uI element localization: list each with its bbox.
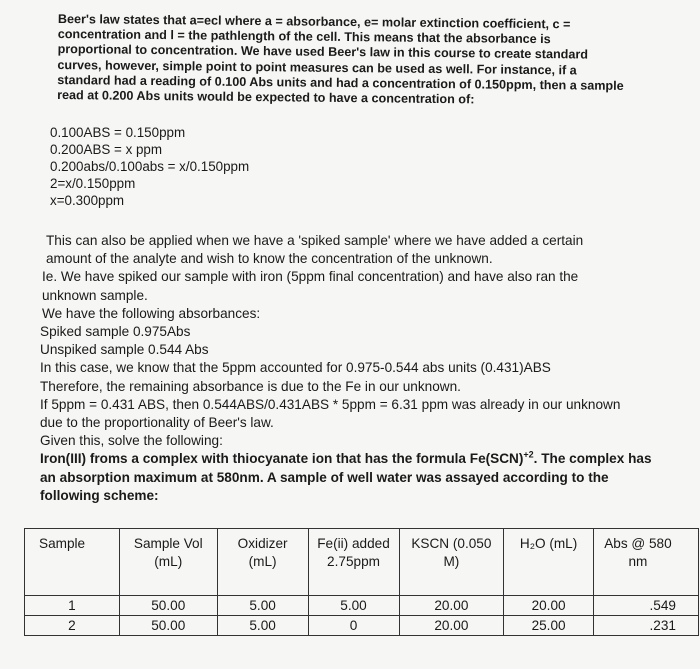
- header-water: H₂O (mL): [504, 529, 594, 596]
- cell-kscn: 20.00: [399, 596, 504, 616]
- body-line: unknown sample.: [42, 287, 148, 303]
- body-line: due to the proportionality of Beer's law.: [40, 415, 274, 431]
- body-line: We have the following absorbances:: [42, 305, 261, 321]
- intro-line: curves, however, simple point to point measures can be used as well. For instance, if a: [57, 57, 577, 78]
- cell-absorbance: .549: [593, 596, 698, 616]
- problem-text: Iron(III) froms a complex with thiocyanate ion that has the formula Fe(SCN): [40, 451, 524, 467]
- calc-line: 2=x/0.150ppm: [50, 176, 136, 191]
- problem-line: [38, 450, 698, 468]
- header-sample: Sample: [25, 529, 120, 596]
- header-fe-added: Fe(ii) added 2.75ppm: [308, 529, 399, 596]
- problem-text-tail: . The complex has: [533, 451, 652, 467]
- cell-oxidizer: 5.00: [217, 616, 308, 636]
- example-calculation: [50, 124, 249, 209]
- body-line: In this case, we know that the 5ppm accounted for 0.975-0.544 abs units (0.431)ABS: [40, 360, 551, 376]
- calc-line: 0.100ABS = 0.150ppm: [50, 125, 186, 140]
- table-row: [25, 616, 699, 636]
- body-line: Unspiked sample 0.544 Abs: [40, 342, 209, 358]
- body-line: If 5ppm = 0.431 ABS, then 0.544ABS/0.431ABS * 5ppm = 6.31 ppm was already in our unknown: [40, 396, 621, 412]
- calc-line: 0.200abs/0.100abs = x/0.150ppm: [50, 159, 250, 174]
- assay-table: [24, 528, 699, 636]
- intro-line: Beer's law states that a=ecl where a = absorbance, e= molar extinction coefficient, c =: [57, 12, 571, 32]
- problem-line: an absorption maximum at 580nm. A sample of well water was assayed according to the: [40, 469, 609, 485]
- header-oxidizer: Oxidizer (mL): [217, 529, 308, 596]
- cell-water: 20.00: [504, 596, 594, 616]
- calc-line: x=0.300ppm: [50, 193, 125, 208]
- intro-line: concentration and l = the pathlength of the cell. This means that the absorbance is: [57, 27, 551, 47]
- table-header-row: [25, 529, 699, 596]
- cell-fe-added: 5.00: [308, 596, 399, 616]
- body-line: This can also be applied when we have a 'spiked sample' where we have added a certain: [46, 233, 584, 248]
- cell-sample: 1: [25, 596, 120, 616]
- problem-line: following scheme:: [40, 487, 159, 503]
- header-kscn: KSCN (0.050 M): [399, 529, 504, 596]
- table-row: [25, 596, 699, 616]
- header-absorbance: Abs @ 580 nm: [593, 529, 698, 596]
- intro-line: standard had a reading of 0.100 Abs units and had a concentration of 0.150ppm, then a sample: [57, 72, 624, 93]
- body-line: Therefore, the remaining absorbance is due to the Fe in our unknown.: [40, 378, 461, 394]
- intro-line: proportional to concentration. We have used Beer's law in this course to create standard: [57, 42, 589, 62]
- intro-line: read at 0.200 Abs units would be expected to have a concentration of:: [57, 88, 475, 107]
- charge-superscript: +2: [523, 449, 534, 460]
- cell-sample-vol: 50.00: [119, 596, 217, 616]
- beers-law-intro: [57, 12, 648, 109]
- cell-sample-vol: 50.00: [119, 616, 217, 636]
- cell-sample: 2: [25, 616, 120, 636]
- body-line: Spiked sample 0.975Abs: [40, 324, 191, 340]
- cell-fe-added: 0: [308, 616, 399, 636]
- cell-kscn: 20.00: [399, 616, 504, 636]
- cell-oxidizer: 5.00: [217, 596, 308, 616]
- calc-line: 0.200ABS = x ppm: [50, 142, 163, 157]
- cell-absorbance: .231: [593, 616, 698, 636]
- body-line: Given this, solve the following:: [40, 433, 223, 449]
- cell-water: 25.00: [504, 616, 594, 636]
- body-line: amount of the analyte and wish to know the concentration of the unknown.: [46, 251, 493, 267]
- spiked-sample-explanation: [38, 232, 698, 505]
- body-line: Ie. We have spiked our sample with iron (5ppm final concentration) and have also ran the: [42, 269, 579, 285]
- header-sample-vol: Sample Vol (mL): [119, 529, 217, 596]
